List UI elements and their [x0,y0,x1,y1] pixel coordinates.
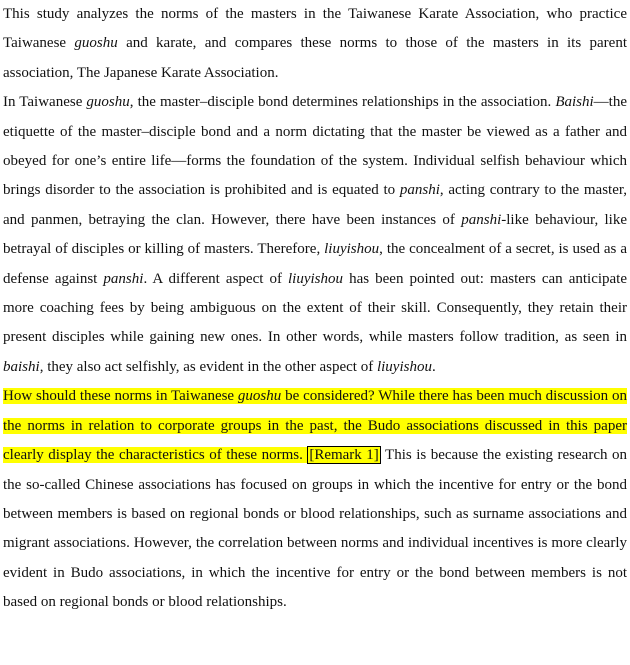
text-run: has been pointed out: masters can anticipate more coaching fees by being ambiguous on the extent of their skill. Consequently, they retain their present disciples while gaining new ones. In other words, while masters follow tradition, as seen in [3,270,628,346]
italic-term: guoshu [74,35,118,52]
text-run: , the master–disciple bond determines relationships in the association. [129,94,556,111]
text-run: be considered? While there has been much discussion on the norms in relation to corporate groups in the past, the Budo associations discussed in this paper clearly display the characteristics of these norms. [3,388,627,464]
text-run: , acting contrary to the master, and panmen, betraying the clan. However, there have been instances of [3,182,627,228]
text-run: . A different aspect of [143,270,289,287]
text-run: —the etiquette of the master–disciple bond and a norm dictating that the master be viewed as a father and obeyed for one’s entire life—forms the foundation of the system. Individual selfish behaviour which brings disorder to the association is prohibited and is equated to [3,94,627,199]
text-run: This study analyzes the norms of the masters in the Taiwanese Karate Association, who practice Taiwanese [3,6,627,52]
italic-term: liuyishou [288,270,344,287]
italic-term: baishi [3,358,40,375]
document-body [3,0,627,618]
text-run: In Taiwanese [3,94,87,111]
paragraph-budo-associations [3,382,627,617]
remark-marker[interactable]: [Remark 1] [309,447,379,464]
italic-term: Baishi [555,94,594,111]
text-run: How should these norms in Taiwanese [3,388,238,405]
italic-term: liuyishou [324,241,380,258]
text-run: , the concealment of a secret, is used as a defense against [3,241,627,287]
italic-term: panshi [399,182,440,199]
italic-term: panshi [103,270,144,287]
paragraph-guoshu-norms [3,88,627,382]
italic-term: guoshu [237,388,282,405]
italic-term: guoshu [86,94,130,111]
italic-term: panshi [461,211,502,228]
text-run: This is because the existing research on the so-called Chinese associations has focused on groups in which the incentive for entry or the bond between members is based on regional bonds or blood relationships, such as surname associations and migrant associations. However, the correlation between norms and individual incentives is more clearly evident in Budo associations, in which the incentive for entry or the bond between members is not based on regional bonds or blood relationships. [3,447,627,611]
text-run: . [431,358,436,375]
italic-term: liuyishou [376,358,432,375]
text-run: and karate, and compares these norms to those of the masters in its parent association, The Japanese Karate Association. [3,35,627,81]
text-run: -like behaviour, like betrayal of disciples or killing of masters. Therefore, [3,211,627,258]
text-run: , they also act selfishly, as evident in the other aspect of [39,358,377,375]
paragraph-intro [3,0,627,88]
